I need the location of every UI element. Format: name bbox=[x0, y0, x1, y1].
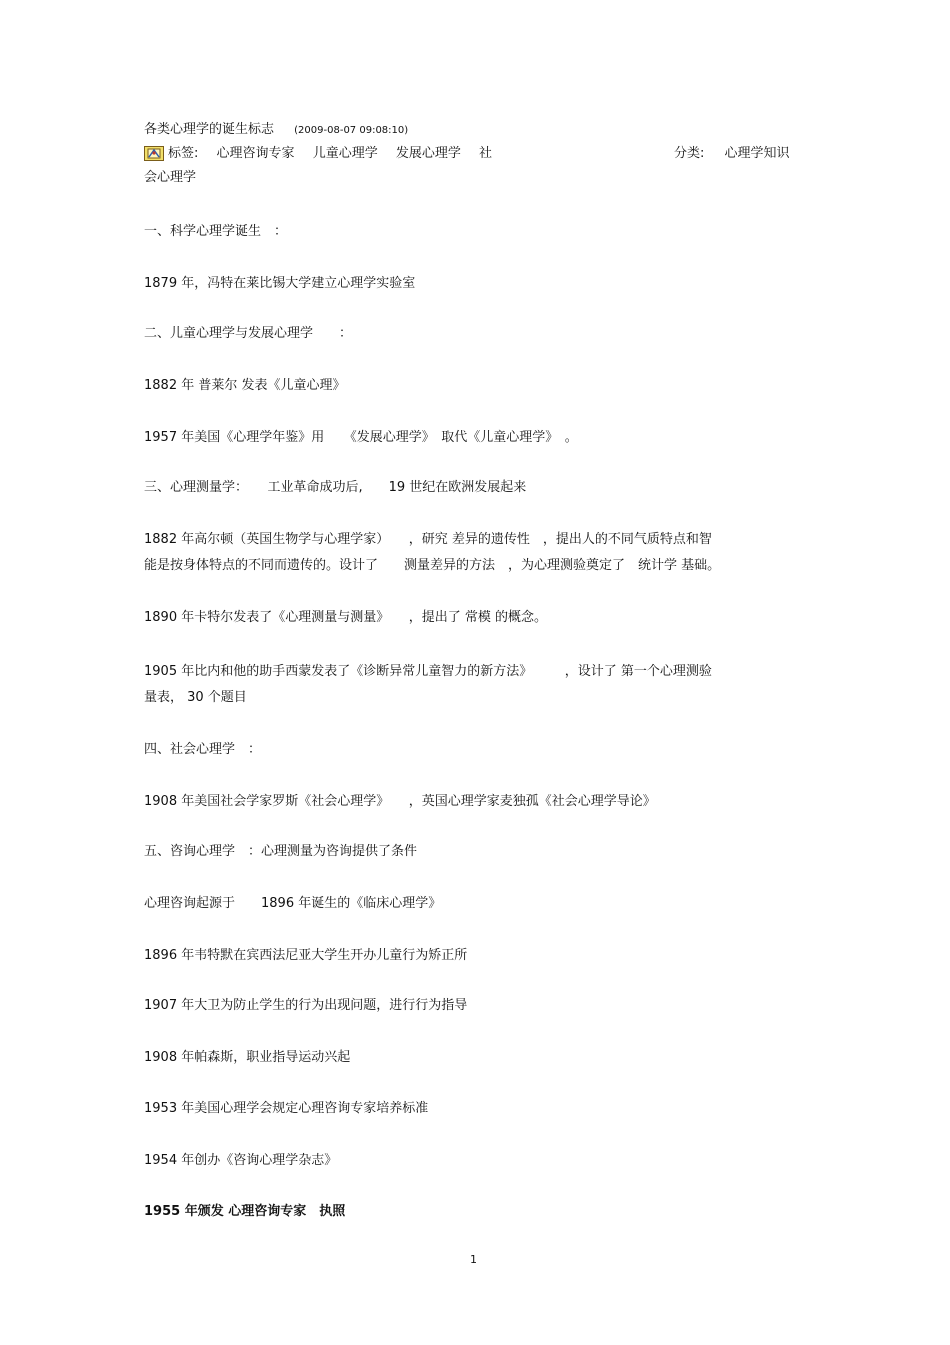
body-line: 1896 年韦特默在宾西法尼亚大学生开办儿童行为矫正所 bbox=[144, 948, 468, 963]
body-line: 1954 年创办《咨询心理学杂志》 bbox=[144, 1153, 338, 1168]
body-line: 1907 年大卫为防止学生的行为出现问题，进行行为指导 bbox=[144, 998, 468, 1013]
tag-icon bbox=[144, 146, 164, 161]
category bbox=[674, 146, 790, 162]
body-line: 能是按身体特点的不同而遗传的。设计了 测量差异的方法 ，为心理测验奠定了 统计学 基础。 bbox=[144, 558, 721, 573]
category-label: 分类: bbox=[674, 146, 705, 161]
body-line: 1957 年美国《心理学年鉴》用 《发展心理学》 取代《儿童心理学》 。 bbox=[144, 430, 578, 445]
section-heading: 四、社会心理学 ： bbox=[144, 742, 262, 757]
page-number: 1 bbox=[470, 1253, 477, 1266]
body-line: 1882 年 普莱尔 发表《儿童心理》 bbox=[144, 378, 346, 393]
article-date: (2009-08-07 09:08:10) bbox=[294, 125, 409, 136]
article-title: 各类心理学的诞生标志 bbox=[144, 122, 275, 137]
tag-item[interactable]: 发展心理学 bbox=[395, 146, 461, 161]
body-line: 1879 年，冯特在莱比锡大学建立心理学实验室 bbox=[144, 276, 416, 291]
category-value[interactable]: 心理学知识 bbox=[724, 146, 790, 161]
body-line: 1908 年美国社会学家罗斯《社会心理学》 ，英国心理学家麦独孤《社会心理学导论》 bbox=[144, 794, 656, 809]
body-line: 量表， 30 个题目 bbox=[144, 690, 247, 705]
body-line: 心理咨询起源于 1896 年诞生的《临床心理学》 bbox=[144, 896, 442, 911]
tag-list bbox=[168, 146, 506, 162]
body-line: 1955 年颁发 心理咨询专家 执照 bbox=[144, 1204, 346, 1219]
tags-label: 标签: bbox=[168, 146, 199, 161]
tag-item[interactable]: 心理咨询专家 bbox=[216, 146, 295, 161]
body-line: 1953 年美国心理学会规定心理咨询专家培养标准 bbox=[144, 1101, 429, 1116]
section-heading: 五、咨询心理学 ：心理测量为咨询提供了条件 bbox=[144, 844, 418, 859]
section-heading: 三、心理测量学： 工业革命成功后, 19 世纪在欧洲发展起来 bbox=[144, 480, 527, 495]
tag-item-continued[interactable]: 会心理学 bbox=[144, 170, 197, 185]
article-header bbox=[144, 122, 408, 139]
tag-item[interactable]: 儿童心理学 bbox=[312, 146, 378, 161]
body-line: 1890 年卡特尔发表了《心理测量与测量》 ，提出了 常模 的概念。 bbox=[144, 610, 547, 625]
body-line: 1908 年帕森斯，职业指导运动兴起 bbox=[144, 1050, 351, 1065]
body-line: 1882 年高尔顿（英国生物学与心理学家） ，研究 差异的遗传性 ，提出人的不同气质特点和智 bbox=[144, 532, 712, 547]
body-line: 1905 年比内和他的助手西蒙发表了《诊断异常儿童智力的新方法》 ，设计了 第一个心理测验 bbox=[144, 664, 712, 679]
section-heading: 一、科学心理学诞生 ： bbox=[144, 224, 288, 239]
tag-item[interactable]: 社 bbox=[479, 146, 493, 161]
section-heading: 二、儿童心理学与发展心理学 ： bbox=[144, 326, 353, 341]
tag-row bbox=[144, 146, 804, 164]
